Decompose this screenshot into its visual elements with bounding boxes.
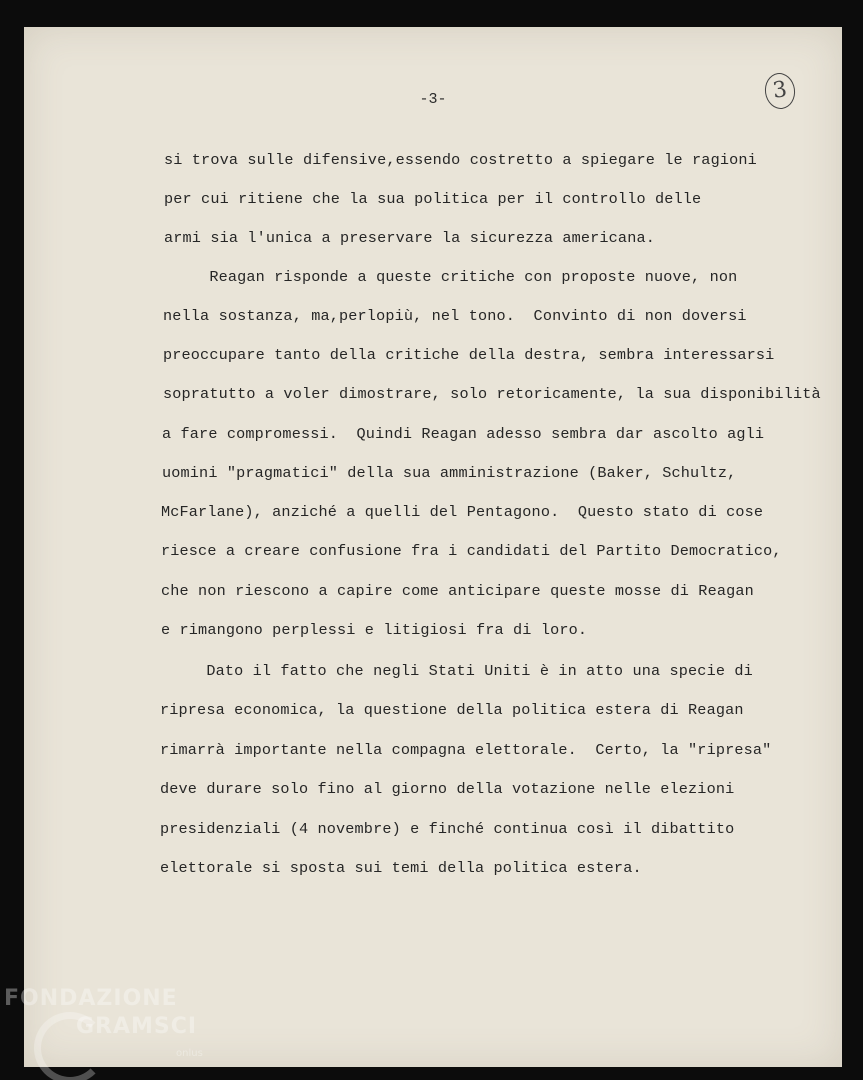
text-line: Reagan risponde a queste critiche con proposte nuove, non	[163, 268, 738, 286]
text-line: si trova sulle difensive,essendo costretto a spiegare le ragioni	[164, 151, 757, 169]
text-line: nella sostanza, ma,perlopiù, nel tono. Convinto di non doversi	[163, 307, 747, 325]
text-line: preoccupare tanto della critiche della destra, sembra interessarsi	[163, 346, 775, 364]
text-line: deve durare solo fino al giorno della votazione nelle elezioni	[160, 780, 735, 798]
text-line: sopratutto a voler dimostrare, solo retoricamente, la sua disponibilità	[163, 385, 821, 403]
text-line: che non riescono a capire come anticipare queste mosse di Reagan	[161, 582, 754, 600]
text-line: elettorale si sposta sui temi della politica estera.	[160, 859, 642, 877]
watermark-line-1: FONDAZIONE	[4, 986, 178, 1011]
text-line: uomini "pragmatici" della sua amministrazione (Baker, Schultz,	[162, 464, 737, 482]
typewritten-page	[24, 27, 842, 1067]
text-line: per cui ritiene che la sua politica per il controllo delle	[164, 190, 702, 208]
text-line: rimarrà importante nella compagna elettorale. Certo, la "ripresa"	[160, 741, 772, 759]
text-line: armi sia l'unica a preservare la sicurezza americana.	[164, 229, 655, 247]
watermark-line-3: onlus	[176, 1048, 203, 1059]
handwritten-page-mark: 3	[763, 71, 798, 111]
text-line: a fare compromessi. Quindi Reagan adesso sembra dar ascolto agli	[162, 425, 765, 443]
watermark-line-2: GRAMSCI	[76, 1014, 198, 1039]
text-line: McFarlane), anziché a quelli del Pentagono. Questo stato di cose	[161, 503, 764, 521]
text-line: ripresa economica, la questione della politica estera di Reagan	[160, 701, 744, 719]
text-line: presidenziali (4 novembre) e finché continua così il dibattito	[160, 820, 735, 838]
fondazione-gramsci-watermark-logo	[4, 986, 214, 1076]
page-number: -3-	[419, 91, 447, 108]
text-line: e rimangono perplessi e litigiosi fra di loro.	[161, 621, 588, 639]
text-line: riesce a creare confusione fra i candidati del Partito Democratico,	[161, 542, 782, 560]
text-line: Dato il fatto che negli Stati Uniti è in atto una specie di	[160, 662, 753, 680]
